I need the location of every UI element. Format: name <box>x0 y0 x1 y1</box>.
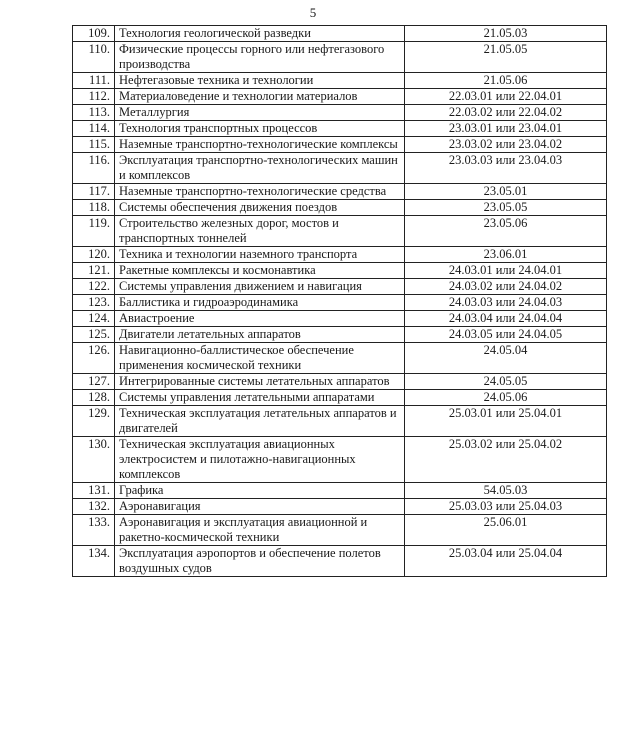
row-number: 127. <box>73 374 115 390</box>
table-row <box>73 499 607 515</box>
table-row <box>73 483 607 499</box>
specialty-code: 23.05.06 <box>405 216 607 247</box>
row-number: 110. <box>73 42 115 73</box>
specialty-name: Физические процессы горного или нефтегазового производства <box>115 42 405 73</box>
table-row <box>73 437 607 483</box>
specialty-name: Ракетные комплексы и космонавтика <box>115 263 405 279</box>
table-row <box>73 121 607 137</box>
row-number: 123. <box>73 295 115 311</box>
row-number: 116. <box>73 153 115 184</box>
specialty-code: 24.03.04 или 24.04.04 <box>405 311 607 327</box>
specialty-name: Техническая эксплуатация летательных аппаратов и двигателей <box>115 406 405 437</box>
specialty-code: 23.03.01 или 23.04.01 <box>405 121 607 137</box>
specialty-name: Технология транспортных процессов <box>115 121 405 137</box>
specialty-code: 25.03.03 или 25.04.03 <box>405 499 607 515</box>
specialty-name: Графика <box>115 483 405 499</box>
specialty-name: Наземные транспортно-технологические средства <box>115 184 405 200</box>
specialty-name: Технология геологической разведки <box>115 26 405 42</box>
row-number: 124. <box>73 311 115 327</box>
row-number: 121. <box>73 263 115 279</box>
row-number: 118. <box>73 200 115 216</box>
specialties-table <box>72 25 607 577</box>
specialty-code: 21.05.03 <box>405 26 607 42</box>
specialty-code: 23.05.01 <box>405 184 607 200</box>
table-row <box>73 105 607 121</box>
row-number: 111. <box>73 73 115 89</box>
specialty-name: Металлургия <box>115 105 405 121</box>
row-number: 129. <box>73 406 115 437</box>
specialty-name: Двигатели летательных аппаратов <box>115 327 405 343</box>
table-row <box>73 42 607 73</box>
specialty-code: 25.03.02 или 25.04.02 <box>405 437 607 483</box>
specialty-name: Аэронавигация и эксплуатация авиационной и ракетно-космической техники <box>115 515 405 546</box>
specialty-code: 23.03.03 или 23.04.03 <box>405 153 607 184</box>
row-number: 132. <box>73 499 115 515</box>
row-number: 113. <box>73 105 115 121</box>
row-number: 125. <box>73 327 115 343</box>
table-row <box>73 153 607 184</box>
row-number: 117. <box>73 184 115 200</box>
specialty-code: 24.03.01 или 24.04.01 <box>405 263 607 279</box>
specialty-code: 24.03.02 или 24.04.02 <box>405 279 607 295</box>
row-number: 133. <box>73 515 115 546</box>
table-row <box>73 390 607 406</box>
row-number: 109. <box>73 26 115 42</box>
specialty-code: 24.05.04 <box>405 343 607 374</box>
row-number: 112. <box>73 89 115 105</box>
specialty-name: Эксплуатация транспортно-технологических машин и комплексов <box>115 153 405 184</box>
specialty-code: 24.05.06 <box>405 390 607 406</box>
table-row <box>73 295 607 311</box>
row-number: 126. <box>73 343 115 374</box>
specialty-name: Системы управления летательными аппаратами <box>115 390 405 406</box>
specialty-code: 24.03.03 или 24.04.03 <box>405 295 607 311</box>
row-number: 131. <box>73 483 115 499</box>
specialty-name: Авиастроение <box>115 311 405 327</box>
table-row <box>73 137 607 153</box>
page-number: 5 <box>309 5 317 20</box>
specialty-code: 25.03.01 или 25.04.01 <box>405 406 607 437</box>
specialty-name: Материаловедение и технологии материалов <box>115 89 405 105</box>
table-row <box>73 184 607 200</box>
specialty-code: 24.05.05 <box>405 374 607 390</box>
specialty-name: Интегрированные системы летательных аппаратов <box>115 374 405 390</box>
specialty-name: Строительство железных дорог, мостов и транспортных тоннелей <box>115 216 405 247</box>
specialty-code: 21.05.06 <box>405 73 607 89</box>
specialty-name: Техническая эксплуатация авиационных электросистем и пилотажно-навигационных комплексов <box>115 437 405 483</box>
table-row <box>73 515 607 546</box>
specialty-name: Баллистика и гидроаэродинамика <box>115 295 405 311</box>
specialty-code: 25.03.04 или 25.04.04 <box>405 546 607 577</box>
row-number: 130. <box>73 437 115 483</box>
row-number: 114. <box>73 121 115 137</box>
specialty-code: 23.05.05 <box>405 200 607 216</box>
specialty-code: 54.05.03 <box>405 483 607 499</box>
specialty-code: 25.06.01 <box>405 515 607 546</box>
row-number: 115. <box>73 137 115 153</box>
table-row <box>73 26 607 42</box>
row-number: 134. <box>73 546 115 577</box>
specialty-code: 21.05.05 <box>405 42 607 73</box>
row-number: 128. <box>73 390 115 406</box>
table-row <box>73 216 607 247</box>
specialty-name: Техника и технологии наземного транспорта <box>115 247 405 263</box>
specialty-name: Навигационно-баллистическое обеспечение применения космической техники <box>115 343 405 374</box>
table-row <box>73 327 607 343</box>
table-row <box>73 311 607 327</box>
table-row <box>73 374 607 390</box>
specialty-name: Аэронавигация <box>115 499 405 515</box>
table-row <box>73 279 607 295</box>
table-row <box>73 200 607 216</box>
specialty-name: Нефтегазовые техника и технологии <box>115 73 405 89</box>
specialty-name: Эксплуатация аэропортов и обеспечение полетов воздушных судов <box>115 546 405 577</box>
specialties-table-body <box>73 26 607 577</box>
row-number: 119. <box>73 216 115 247</box>
table-row <box>73 247 607 263</box>
table-row <box>73 343 607 374</box>
table-row <box>73 546 607 577</box>
specialty-code: 22.03.01 или 22.04.01 <box>405 89 607 105</box>
specialty-code: 23.03.02 или 23.04.02 <box>405 137 607 153</box>
specialty-name: Наземные транспортно-технологические комплексы <box>115 137 405 153</box>
table-row <box>73 73 607 89</box>
specialty-code: 22.03.02 или 22.04.02 <box>405 105 607 121</box>
specialty-code: 24.03.05 или 24.04.05 <box>405 327 607 343</box>
specialty-name: Системы обеспечения движения поездов <box>115 200 405 216</box>
table-row <box>73 406 607 437</box>
specialty-name: Системы управления движением и навигация <box>115 279 405 295</box>
table-row <box>73 89 607 105</box>
table-row <box>73 263 607 279</box>
row-number: 122. <box>73 279 115 295</box>
row-number: 120. <box>73 247 115 263</box>
specialty-code: 23.06.01 <box>405 247 607 263</box>
